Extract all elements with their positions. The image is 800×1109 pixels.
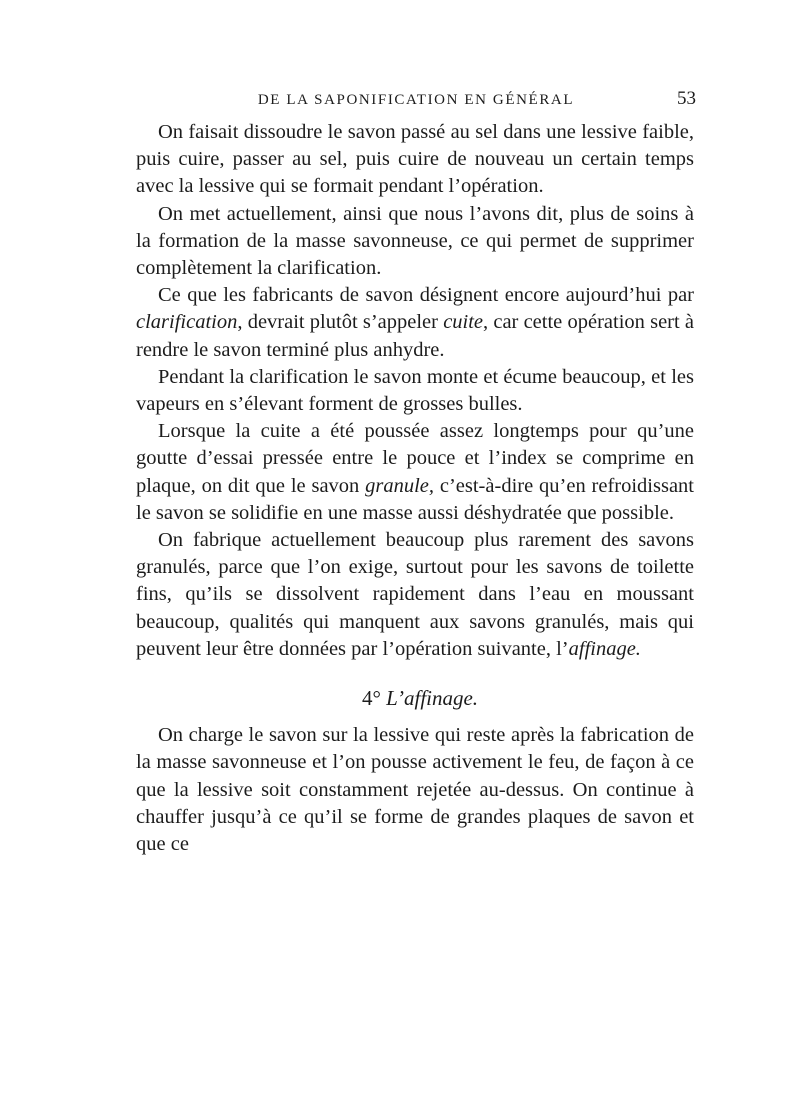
paragraph-3-text: Ce que les fabricants de savon désignent encore aujourd’hui par [158, 284, 694, 307]
term-cuite: cuite [443, 311, 484, 334]
paragraph-3-text: , devrait plutôt s’appeler [237, 311, 444, 334]
body-text [136, 119, 694, 858]
running-head [136, 88, 696, 114]
paragraph-5 [136, 418, 694, 527]
section-heading [136, 685, 694, 712]
section-number: 4° [361, 686, 381, 711]
term-clarification: clarification [136, 311, 238, 334]
paragraph-3 [136, 282, 694, 364]
running-title: DE LA SAPONIFICATION EN GÉNÉRAL [257, 92, 575, 108]
paragraph-6-text: On fabrique actuellement beaucoup plus rarement des savons granulés, parce que l’on exige, surtout pour les savons de toilette fins, qu’ils se dissolvent rapidement dans l’eau en moussant beaucoup, qualités qui manquent aux savons granulés, mais qui peuvent leur être données par l’opération suivante, l’ [136, 529, 694, 660]
paragraph-5-text: c’est-à-dire qu’en refroidissant le savon se solidifie en une masse aussi déshydratée que possible. [136, 474, 694, 524]
paragraph-3-text: , car cette opération sert à rendre le savon terminé plus anhydre. [136, 311, 694, 361]
paragraph-1: On faisait dissoudre le savon passé au sel dans une lessive faible, puis cuire, passer au sel, puis cuire de nouveau un certain temps avec la lessive qui se formait pendant l’opération. [136, 121, 694, 198]
paragraph-5-text: Lorsque la cuite a été poussée assez longtemps pour qu’une goutte d’essai pressée entre le pouce et l’index se comprime en plaque, on dit que le savon [136, 420, 694, 497]
page-number: 53 [677, 88, 696, 109]
paragraph-2: On met actuellement, ainsi que nous l’avons dit, plus de soins à la formation de la masse savonneuse, ce qui permet de supprimer complètement la clarification. [136, 202, 694, 280]
term-granule: granule, [365, 474, 435, 497]
term-affinage: affinage. [568, 637, 641, 660]
section-title: L’affinage. [386, 686, 479, 711]
paragraph-4: Pendant la clarification le savon monte et écume beaucoup, et les vapeurs en s’élevant forment de grosses bulles. [136, 365, 694, 416]
section-paragraph-1: On charge le savon sur la lessive qui reste après la fabrication de la masse savonneuse et l’on pousse activement le feu, de façon à ce que la lessive soit constamment rejetée au-dessus. On continue à chauffer jusqu’à ce qu’il se forme de grandes plaques de savon et que ce [136, 724, 694, 856]
paragraph-6 [136, 527, 694, 663]
